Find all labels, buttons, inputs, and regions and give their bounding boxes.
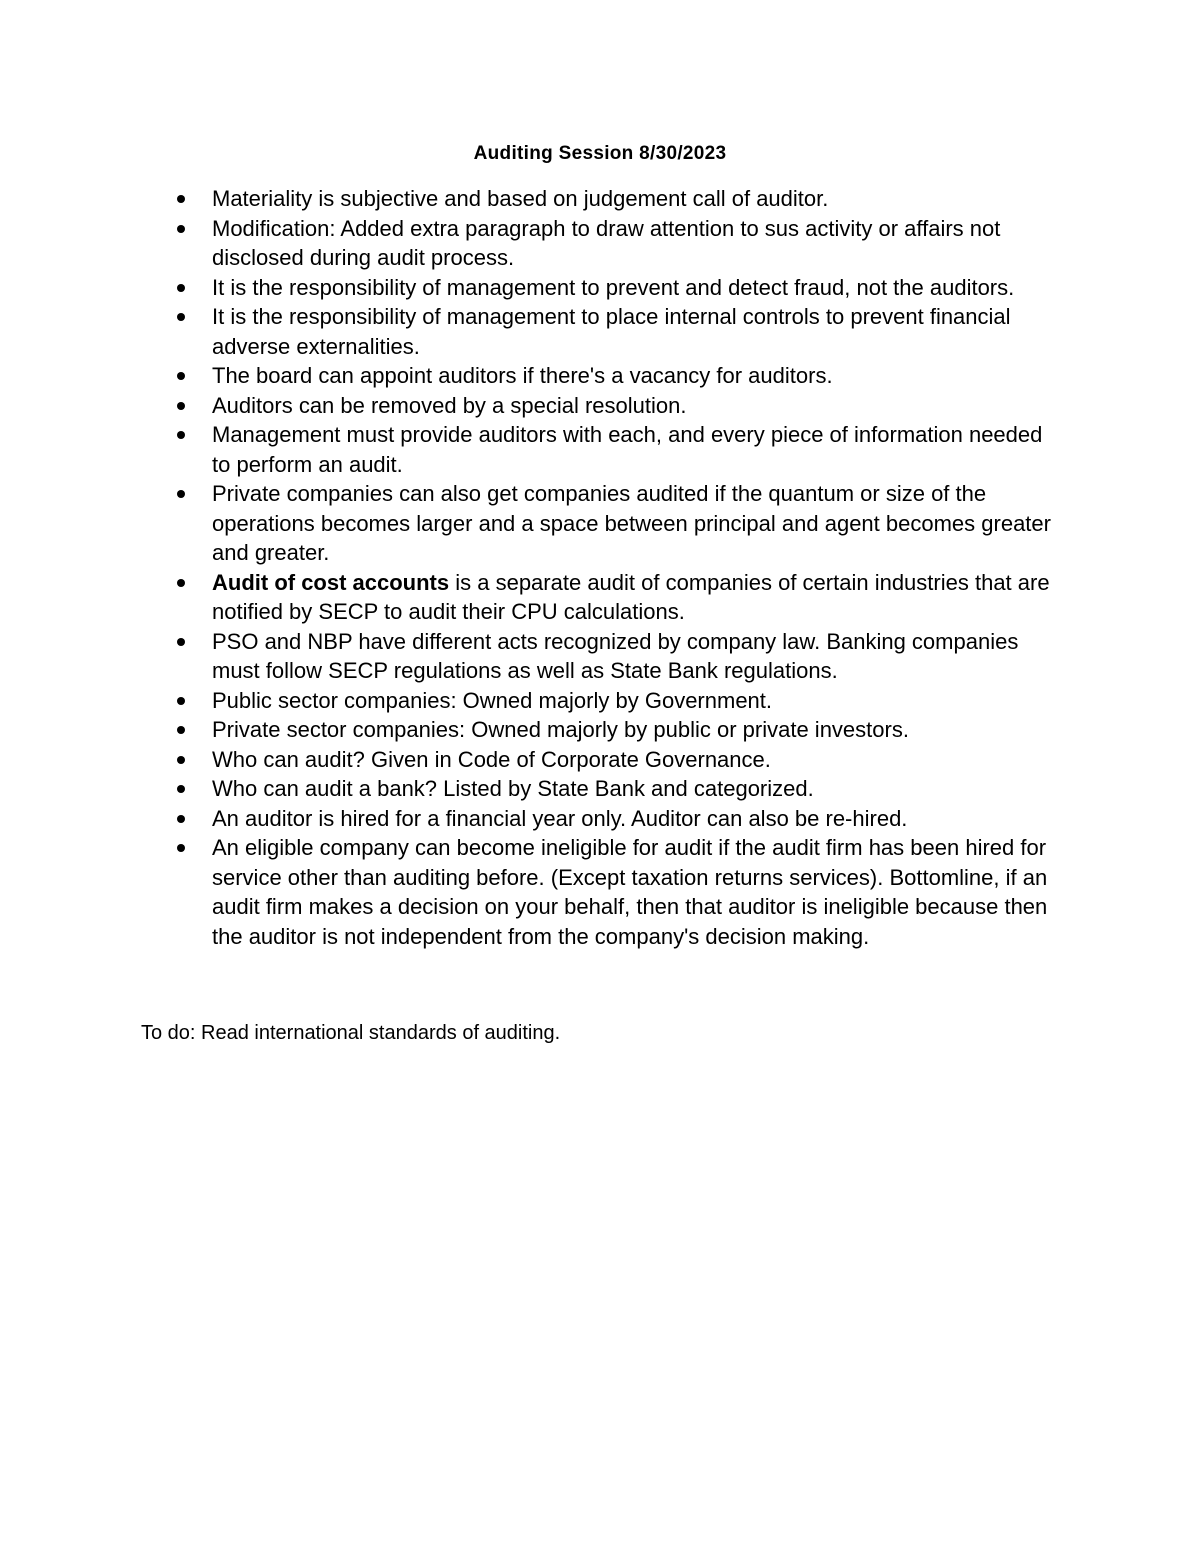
bullet-item-16: [175, 833, 1065, 951]
bullet-icon: [177, 372, 185, 380]
bullet-item-1: [175, 184, 1065, 214]
bullet-item-15: [175, 804, 1065, 834]
bullet-item-6: [175, 391, 1065, 421]
bullet-icon: [177, 313, 185, 321]
bullet-item-9: [175, 568, 1065, 627]
bullet-text: Private companies can also get companies audited if the quantum or size of the operations becomes larger and a space between principal and agent becomes greater and greater.: [212, 481, 1051, 565]
bullet-item-13: [175, 745, 1065, 775]
document-title: Auditing Session 8/30/2023: [473, 143, 727, 164]
bullet-item-5: [175, 361, 1065, 391]
todo-note: To do: Read international standards of auditing.: [141, 1022, 561, 1044]
bullet-icon: [177, 431, 185, 439]
bullet-text: Who can audit? Given in Code of Corporate Governance.: [212, 746, 771, 772]
bullet-icon: [177, 579, 185, 587]
bullet-item-10: [175, 627, 1065, 686]
bullet-icon: [177, 844, 185, 852]
bullet-icon: [177, 756, 185, 764]
bullet-icon: [177, 402, 185, 410]
bullet-icon: [177, 726, 185, 734]
bullet-text: It is the responsibility of management to place internal controls to prevent financial adverse externalities.: [212, 304, 1011, 359]
bullet-item-2: [175, 214, 1065, 273]
bullet-text: Who can audit a bank? Listed by State Bank and categorized.: [212, 776, 814, 801]
bullet-item-12: [175, 715, 1065, 745]
bullet-item-11: [175, 686, 1065, 716]
bullet-text: An eligible company can become ineligible for audit if the audit firm has been hired for service other than auditing before. (Except taxation returns services). Bottomline, if an audit firm makes a decision on your behalf, then that auditor is ineligible because then the auditor is not independent from the company's decision making.: [212, 835, 1048, 949]
bullet-text: is a separate audit of companies of certain industries that are notified by SECP to audit their CPU calculations.: [212, 569, 1050, 624]
bullet-icon: [177, 785, 185, 793]
bullet-item-8: [175, 479, 1065, 568]
bullet-text: It is the responsibility of management to prevent and detect fraud, not the auditors.: [212, 274, 1015, 300]
bullet-icon: [177, 815, 185, 823]
bullet-item-14: [175, 774, 1065, 804]
bullet-bold-term: Audit of cost accounts: [212, 569, 450, 595]
bullet-icon: [177, 490, 185, 498]
bullet-text: Public sector companies: Owned majorly by Government.: [212, 687, 773, 713]
bullet-icon: [177, 638, 185, 646]
bullet-text: Materiality is subjective and based on judgement call of auditor.: [212, 186, 829, 211]
bullet-item-3: [175, 273, 1065, 303]
bullet-text: Private sector companies: Owned majorly by public or private investors.: [212, 717, 909, 742]
bullet-text: Management must provide auditors with each, and every piece of information needed to perform an audit.: [212, 422, 1043, 477]
bullet-icon: [177, 284, 185, 292]
bullet-item-7: [175, 420, 1065, 479]
bullet-icon: [177, 225, 185, 233]
bullet-text: Auditors can be removed by a special resolution.: [212, 392, 687, 418]
bullet-icon: [177, 195, 185, 203]
bullet-text: Modification: Added extra paragraph to draw attention to sus activity or affairs not disclosed during audit process.: [212, 215, 1001, 270]
notes-bullet-list: [175, 184, 1065, 951]
bullet-text: The board can appoint auditors if there's a vacancy for auditors.: [212, 363, 833, 388]
bullet-item-4: [175, 302, 1065, 361]
bullet-text: PSO and NBP have different acts recognized by company law. Banking companies must follow SECP regulations as well as State Bank regulations.: [212, 628, 1019, 683]
bullet-text: An auditor is hired for a financial year only. Auditor can also be re-hired.: [212, 805, 908, 831]
bullet-icon: [177, 697, 185, 705]
